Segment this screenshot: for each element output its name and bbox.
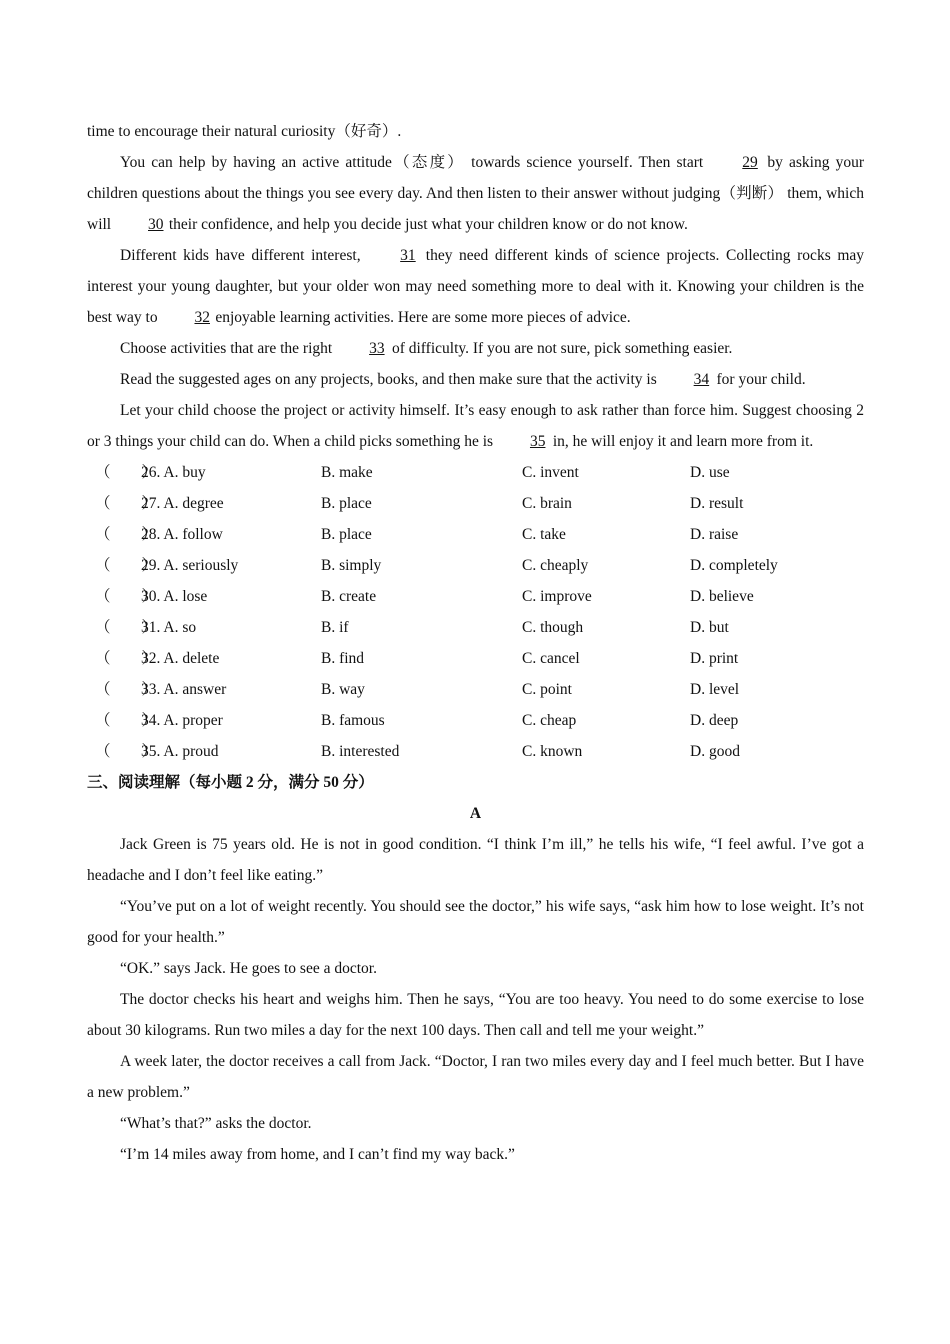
answer-paren[interactable]: （ ） — [95, 743, 158, 760]
option-a: 26. A. buy — [141, 464, 206, 481]
answer-paren[interactable]: （ ） — [95, 495, 158, 512]
option-a: 28. A. follow — [141, 526, 223, 543]
option-d: D. completely — [690, 557, 778, 574]
cloze-paragraph-continued: time to encourage their natural curiosity（好奇）. — [87, 123, 402, 140]
option-row — [87, 488, 864, 519]
answer-paren[interactable]: （ ） — [95, 557, 158, 574]
option-b: B. create — [321, 588, 377, 605]
reading-paragraph: “I’m 14 miles away from home, and I can’t find my way back.” — [120, 1146, 515, 1163]
option-d: D. deep — [690, 712, 739, 729]
blank-35: 35 — [529, 433, 546, 450]
option-a: 32. A. delete — [141, 650, 220, 667]
option-a: 35. A. proud — [141, 743, 219, 760]
options-list — [87, 457, 864, 767]
option-d: D. believe — [690, 588, 754, 605]
reading-paragraph: “OK.” says Jack. He goes to see a doctor. — [120, 960, 377, 977]
option-c: C. brain — [522, 495, 572, 512]
cloze-paragraph-5: Let your child choose the project or activity himself. It’s easy enough to ask rather than force him. Suggest choosing 2 or 3 things your child can do. When a child picks something he is 35 in, he will enjoy it and learn more from it. — [87, 395, 864, 457]
option-a: 30. A. lose — [141, 588, 208, 605]
option-d: D. good — [690, 743, 740, 760]
option-b: B. place — [321, 495, 372, 512]
cloze-paragraph-1: You can help by having an active attitude（态度） towards science yourself. Then start 29 by asking your children questions about the things you see every day. And then listen to their answer without judging（判断） them, which will 30 their confidence, and help you decide just what your children know or do not know. — [87, 147, 864, 240]
blank-33: 33 — [369, 340, 385, 357]
option-a: 31. A. so — [141, 619, 197, 636]
option-row — [87, 581, 864, 612]
option-a: 33. A. answer — [141, 681, 227, 698]
reading-paragraph: A week later, the doctor receives a call from Jack. “Doctor, I ran two miles every day and I feel much better. But I have a new problem.” — [87, 1053, 864, 1101]
option-c: C. known — [522, 743, 583, 760]
option-d: D. but — [690, 619, 729, 636]
cloze-paragraph-4: Read the suggested ages on any projects, books, and then make sure that the activity is 34 for your child. — [87, 364, 864, 395]
blank-31: 31 — [400, 247, 416, 264]
option-a: 29. A. seriously — [141, 557, 239, 574]
option-c: C. invent — [522, 464, 579, 481]
option-row — [87, 674, 864, 705]
option-b: B. interested — [321, 743, 400, 760]
blank-32: 32 — [194, 309, 210, 326]
cloze-paragraph-3: Choose activities that are the right 33 of difficulty. If you are not sure, pick something easier. — [87, 333, 864, 364]
answer-paren[interactable]: （ ） — [95, 712, 158, 729]
option-row — [87, 736, 864, 767]
option-c: C. take — [522, 526, 566, 543]
option-b: B. make — [321, 464, 373, 481]
option-a: 34. A. proper — [141, 712, 223, 729]
option-c: C. cheaply — [522, 557, 589, 574]
option-row — [87, 519, 864, 550]
answer-paren[interactable]: （ ） — [95, 650, 158, 667]
option-row — [87, 705, 864, 736]
reading-paragraph: “What’s that?” asks the doctor. — [120, 1115, 312, 1132]
option-row — [87, 550, 864, 581]
blank-30: 30 — [148, 216, 164, 233]
passage-label: A — [469, 805, 482, 822]
option-b: B. simply — [321, 557, 382, 574]
option-d: D. raise — [690, 526, 739, 543]
reading-paragraph: Jack Green is 75 years old. He is not in good condition. “I think I’m ill,” he tells his wife, “I feel awful. I’ve got a headache and I don’t feel like eating.” — [87, 836, 864, 884]
option-d: D. print — [690, 650, 739, 667]
option-d: D. level — [690, 681, 740, 698]
section-heading: 三、阅读理解（每小题 2 分，满分 50 分） — [87, 774, 374, 791]
blank-29: 29 — [742, 154, 758, 171]
reading-paragraph: “You’ve put on a lot of weight recently. You should see the doctor,” his wife says, “ask him how to lose weight. It’s not good for your health.” — [87, 898, 864, 946]
option-b: B. find — [321, 650, 365, 667]
option-c: C. improve — [522, 588, 592, 605]
option-row — [87, 612, 864, 643]
answer-paren[interactable]: （ ） — [95, 588, 158, 605]
answer-paren[interactable]: （ ） — [95, 681, 158, 698]
option-c: C. cancel — [522, 650, 580, 667]
blank-34: 34 — [693, 371, 710, 388]
answer-paren[interactable]: （ ） — [95, 526, 158, 543]
option-b: B. place — [321, 526, 372, 543]
option-b: B. if — [321, 619, 349, 636]
option-a: 27. A. degree — [141, 495, 224, 512]
option-row — [87, 643, 864, 674]
option-d: D. use — [690, 464, 730, 481]
answer-paren[interactable]: （ ） — [95, 464, 158, 481]
reading-paragraph: The doctor checks his heart and weighs him. Then he says, “You are too heavy. You need to do some exercise to lose about 30 kilograms. Run two miles a day for the next 100 days. Then call and tell me your weight.” — [87, 991, 864, 1039]
answer-paren[interactable]: （ ） — [95, 619, 158, 636]
exam-page — [87, 116, 864, 1170]
option-d: D. result — [690, 495, 744, 512]
cloze-paragraph-2: Different kids have different interest, 31 they need different kinds of science projects. Collecting rocks may interest your young daughter, but your older won may need something more to deal with it. Knowing your children is the best way to 32 enjoyable learning activities. Here are some more pieces of advice. — [87, 240, 864, 333]
option-row — [87, 457, 864, 488]
option-c: C. though — [522, 619, 584, 636]
option-c: C. cheap — [522, 712, 577, 729]
option-c: C. point — [522, 681, 572, 698]
option-b: B. way — [321, 681, 365, 698]
option-b: B. famous — [321, 712, 385, 729]
